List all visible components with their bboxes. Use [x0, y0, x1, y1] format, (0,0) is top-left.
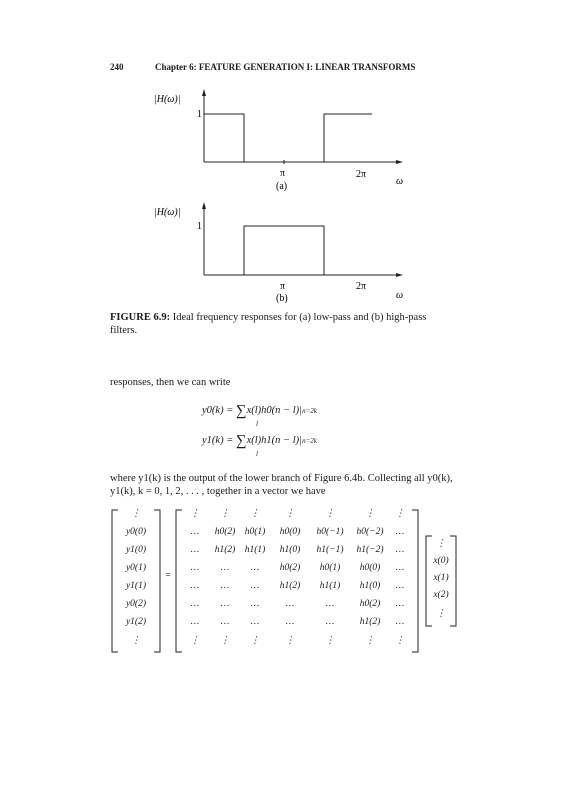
- matrix-cell: …: [395, 563, 405, 573]
- matrix-cell: ⋮: [250, 509, 260, 519]
- panel-b-xtick-2pi: 2π: [356, 281, 367, 292]
- lhs-entry: ⋮: [131, 509, 141, 519]
- panel-b-xlabel: ω: [396, 290, 404, 301]
- matrix-cell: h1(2): [359, 617, 381, 627]
- matrix-cell: …: [190, 527, 200, 537]
- equation-y0-sum: ∑: [235, 403, 247, 419]
- panel-a-ylabel: |H(ω)|: [154, 94, 181, 105]
- equation-y0-rhs: x(l)h0(n − l)|: [246, 405, 303, 416]
- matrix-cell: h1(−1): [316, 545, 344, 555]
- caption-label: FIGURE 6.9:: [110, 312, 171, 323]
- matrix-cell: …: [250, 617, 260, 627]
- matrix-cell: …: [395, 599, 405, 609]
- matrix-cell: ⋮: [365, 636, 375, 646]
- matrix-cell: …: [395, 545, 405, 555]
- panel-a-response-right: [324, 114, 372, 162]
- matrix-cell: ⋮: [395, 509, 405, 519]
- panel-a-response-left: [204, 114, 244, 162]
- matrix-cell: ⋮: [325, 509, 335, 519]
- matrix-cell: …: [325, 617, 335, 627]
- matrix-cell: ⋮: [395, 636, 405, 646]
- running-title: Chapter 6: FEATURE GENERATION I: LINEAR TRANSFORMS: [155, 62, 416, 72]
- equation-y0-lhs: y0(k) =: [202, 405, 236, 416]
- lhs-entry: y1(1): [125, 581, 147, 591]
- equation-y1-sum-index: l: [256, 450, 258, 458]
- matrix-cell: ⋮: [190, 636, 200, 646]
- panel-a-x-arrow: [396, 160, 403, 164]
- panel-b-y-arrow: [202, 202, 206, 209]
- rhs-entry: ⋮: [436, 539, 446, 549]
- matrix-cell: …: [250, 563, 260, 573]
- matrix-cell: ⋮: [325, 636, 335, 646]
- equation-y1-subscript: n=2k: [302, 437, 317, 445]
- matrix-cell: ⋮: [365, 509, 375, 519]
- matrix-cell: …: [285, 617, 295, 627]
- rhs-entry: x(2): [433, 590, 449, 600]
- matrix-cell: ⋮: [250, 636, 260, 646]
- figure-panel-b: [140, 200, 420, 306]
- matrix-cell: h1(−2): [356, 545, 384, 555]
- rhs-entry: ⋮: [436, 609, 446, 619]
- matrix-cell: h0(1): [319, 563, 341, 573]
- panel-a-xtick-pi: π: [280, 168, 286, 179]
- panel-a-sublabel: (a): [276, 181, 288, 192]
- matrix-equation: [110, 508, 460, 654]
- matrix-cell: …: [250, 581, 260, 591]
- panel-b-x-arrow: [396, 273, 403, 277]
- matrix-cell: …: [250, 599, 260, 609]
- matrix-cell: …: [285, 599, 295, 609]
- matrix-cell: h0(0): [359, 563, 381, 573]
- matrix-cell: h0(2): [279, 563, 301, 573]
- equation-y1-rhs: x(l)h1(n − l)|: [246, 435, 303, 446]
- paragraph-collect: where y1(k) is the output of the lower branch of Figure 6.4b. Collecting all y0(k), y1(k), k = 0, 1, 2, . . . , together in a vector we have: [110, 473, 453, 497]
- panel-a-xtick-2pi: 2π: [356, 169, 367, 180]
- matrix-cell: …: [325, 599, 335, 609]
- matrix-cell: ⋮: [220, 509, 230, 519]
- matrix-cell: …: [190, 599, 200, 609]
- matrix-cell: …: [395, 617, 405, 627]
- page-number: 240: [110, 62, 124, 72]
- matrix-cell: …: [220, 599, 230, 609]
- matrix-cell: …: [220, 563, 230, 573]
- matrix-cell: …: [190, 563, 200, 573]
- matrix-cell: h0(−2): [356, 527, 384, 537]
- panel-b-xtick-pi: π: [280, 281, 286, 292]
- matrix-cell: …: [395, 527, 405, 537]
- matrix-cell: …: [395, 581, 405, 591]
- matrix-cell: h1(1): [244, 545, 266, 555]
- caption-text: Ideal frequency responses for (a) low-pass and (b) high-pass filters.: [110, 312, 427, 336]
- rhs-entry: x(0): [433, 556, 449, 566]
- lhs-entry: y1(0): [125, 545, 147, 555]
- equation-y1-sum: ∑: [235, 433, 247, 449]
- equation-y0-subscript: n=2k: [302, 407, 317, 415]
- matrix-cell: …: [190, 581, 200, 591]
- paragraph-intro: responses, then we can write: [110, 377, 231, 388]
- matrix-cell: h0(2): [214, 527, 236, 537]
- matrix-cell: h1(0): [359, 581, 381, 591]
- panel-b-response: [244, 226, 324, 275]
- lhs-entry: ⋮: [131, 636, 141, 646]
- matrix-cell: h0(−1): [316, 527, 344, 537]
- lhs-entry: y0(2): [125, 599, 147, 609]
- panel-a-y-arrow: [202, 89, 206, 96]
- equation-y0-sum-index: l: [256, 420, 258, 428]
- matrix-cell: ⋮: [220, 636, 230, 646]
- matrix-cell: ⋮: [190, 509, 200, 519]
- matrix-cell: h1(1): [319, 581, 341, 591]
- equation-y1: [202, 433, 317, 458]
- panel-a-ytick: 1: [197, 109, 202, 120]
- rhs-entry: x(1): [433, 573, 449, 583]
- matrix-cell: …: [190, 617, 200, 627]
- matrix-cell: …: [220, 617, 230, 627]
- matrix-cell: h1(0): [279, 545, 301, 555]
- panel-b-ytick: 1: [197, 221, 202, 232]
- matrix-cell: ⋮: [285, 636, 295, 646]
- matrix-cell: h1(2): [214, 545, 236, 555]
- figure-caption: [110, 311, 450, 337]
- panel-b-ylabel: |H(ω)|: [154, 207, 181, 218]
- equals-sign: =: [165, 571, 171, 581]
- lhs-entry: y1(2): [125, 617, 147, 627]
- matrix-cell: …: [190, 545, 200, 555]
- panel-b-sublabel: (b): [276, 293, 288, 304]
- equation-y1-lhs: y1(k) =: [202, 435, 236, 446]
- matrix-cell: h1(2): [279, 581, 301, 591]
- lhs-entry: y0(0): [125, 527, 147, 537]
- matrix-cell: h0(0): [279, 527, 301, 537]
- lhs-entry: y0(1): [125, 563, 147, 573]
- matrix-cell: h0(2): [359, 599, 381, 609]
- equation-y0: [202, 403, 317, 428]
- matrix-cell: h0(1): [244, 527, 266, 537]
- matrix-cell: …: [220, 581, 230, 591]
- panel-a-xlabel: ω: [396, 176, 404, 187]
- matrix-cell: ⋮: [285, 509, 295, 519]
- figure-panel-a: [140, 88, 420, 196]
